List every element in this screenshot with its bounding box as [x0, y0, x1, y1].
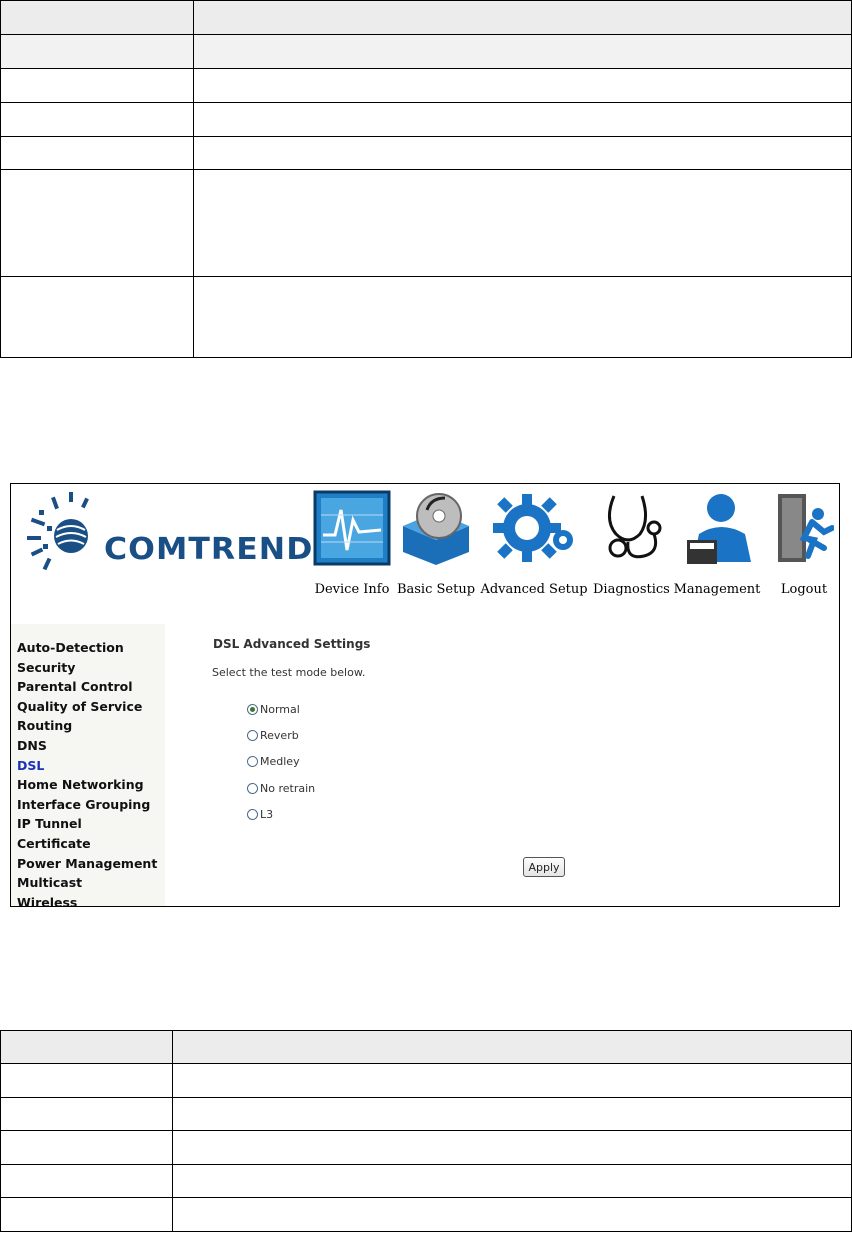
table-header-row: [1, 1, 852, 35]
sidebar-item-power-management[interactable]: Power Management: [17, 855, 158, 871]
top-table: [0, 0, 852, 358]
table-row: [1, 1198, 852, 1232]
test-mode-no-retrain[interactable]: [247, 779, 315, 797]
page-title: DSL Advanced Settings: [213, 637, 371, 651]
table-row: [1, 170, 852, 277]
radio-button[interactable]: [247, 730, 258, 741]
test-mode-reverb[interactable]: [247, 726, 299, 744]
sidebar-item-dns[interactable]: DNS: [17, 737, 47, 753]
diagnostics-icon: [596, 490, 666, 566]
comtrend-logo-icon: [25, 492, 105, 582]
sidebar-item-home-networking[interactable]: Home Networking: [17, 777, 144, 793]
sidebar-item-auto-detection[interactable]: Auto-Detection: [17, 640, 124, 655]
router-main-content: [165, 624, 839, 907]
nav-label: Logout: [780, 582, 828, 597]
radio-label: L3: [260, 807, 274, 821]
nav-label: Diagnostics: [593, 582, 670, 597]
sidebar-item-quality-of-service[interactable]: Quality of Service: [17, 698, 143, 714]
table-row: [1, 137, 852, 170]
nav-management[interactable]: [673, 490, 761, 610]
apply-button[interactable]: Apply: [523, 857, 565, 877]
management-icon: [679, 490, 755, 566]
sidebar-item-multicast[interactable]: Multicast: [17, 875, 83, 891]
sidebar-item-dsl[interactable]: DSL: [17, 757, 45, 773]
nav-label: Management: [673, 582, 761, 597]
sidebar-item-ip-tunnel[interactable]: IP Tunnel: [17, 816, 82, 832]
sidebar-item-wireless[interactable]: Wireless: [17, 894, 78, 907]
table-row: [1, 103, 852, 137]
table-row: [1, 1064, 852, 1098]
basic-setup-icon: [397, 490, 475, 566]
table-row: [1, 277, 852, 358]
table-row: [1, 35, 852, 69]
radio-button[interactable]: [247, 809, 258, 820]
brand-logo-text: COMTREND: [104, 532, 314, 567]
radio-label: Normal: [260, 702, 300, 716]
nav-basic-setup[interactable]: [396, 490, 476, 610]
test-mode-l3[interactable]: [247, 805, 273, 823]
sidebar-item-security[interactable]: Security: [17, 659, 76, 675]
table-row: [1, 1098, 852, 1131]
sidebar-item-certificate[interactable]: Certificate: [17, 835, 91, 851]
table-header-row: [1, 1031, 852, 1064]
nav-logout[interactable]: [771, 490, 837, 610]
table-row: [1, 1165, 852, 1198]
sidebar-item-routing[interactable]: Routing: [17, 718, 73, 734]
sidebar-item-interface-grouping[interactable]: Interface Grouping: [17, 796, 151, 812]
radio-button[interactable]: [247, 756, 258, 767]
bottom-table: [0, 1030, 852, 1232]
nav-label: Device Info: [314, 582, 390, 597]
test-mode-normal[interactable]: [247, 700, 300, 718]
sidebar-item-parental-control[interactable]: Parental Control: [17, 679, 133, 695]
table-row: [1, 69, 852, 103]
radio-label: Medley: [260, 754, 300, 768]
nav-diagnostics[interactable]: [593, 490, 669, 610]
nav-label: Advanced Setup: [480, 582, 588, 597]
advanced-setup-icon: [489, 490, 579, 566]
device-info-icon: [313, 490, 391, 566]
logout-icon: [774, 490, 834, 566]
table-row: [1, 1131, 852, 1165]
instruction-text: Select the test mode below.: [212, 666, 366, 679]
router-header: [11, 484, 839, 624]
radio-button[interactable]: [247, 783, 258, 794]
radio-label: Reverb: [260, 728, 299, 742]
nav-label: Basic Setup: [396, 582, 476, 597]
router-screenshot: [10, 483, 840, 907]
radio-label: No retrain: [260, 781, 316, 795]
router-sidebar: [11, 624, 165, 907]
radio-button[interactable]: [247, 704, 258, 715]
nav-advanced-setup[interactable]: [479, 490, 589, 610]
nav-device-info[interactable]: [311, 490, 393, 610]
test-mode-medley[interactable]: [247, 752, 300, 770]
